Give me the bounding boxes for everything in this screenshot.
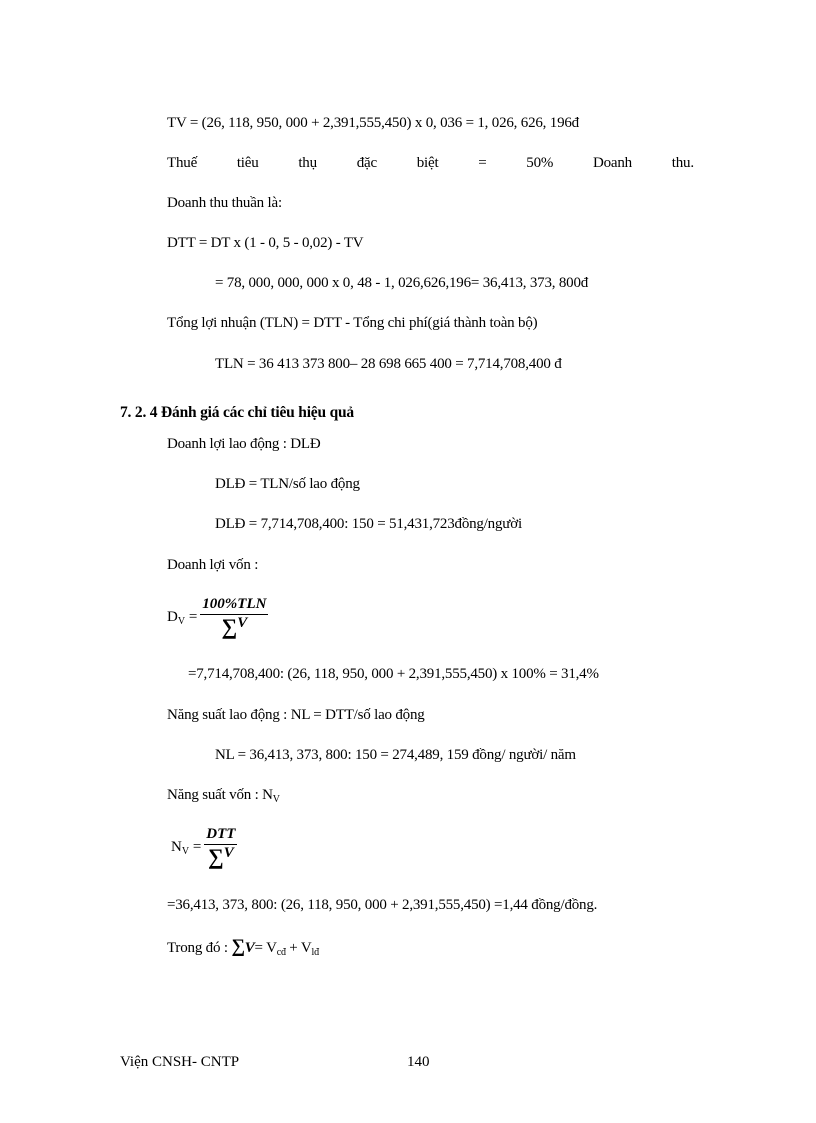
- ttdb-word: tiêu: [236, 155, 259, 171]
- sigma-symbol: ∑: [231, 936, 245, 957]
- nv-formula: [171, 826, 237, 868]
- dtt-label: Doanh thu thuần là:: [167, 195, 282, 211]
- trongdo-line: Trong đó : $\sum V= V_{cđ} + V_{lđ}$: [167, 936, 319, 958]
- nv-label: Năng suất vốn : $N_V$: [167, 787, 280, 805]
- dtt-formula: DTT = DT x (1 - 0, 5 - 0,02) - TV: [167, 235, 364, 251]
- tln-definition: Tổng lợi nhuận (TLN) = DTT - Tổng chi phí(giá thành toàn bộ): [167, 315, 538, 331]
- footer-institute: Viện CNSH- CNTP: [120, 1054, 240, 1070]
- nv-lhs: $N_V$ =: [171, 838, 202, 857]
- ttdb-word: Thuế: [167, 155, 198, 171]
- page-number: 140: [407, 1054, 430, 1070]
- ttdb-word: 50%: [526, 155, 554, 171]
- dv-numerator: 100%TLN: [202, 596, 267, 612]
- ttdb-line: [167, 154, 694, 172]
- ttdb-word: biệt: [416, 155, 439, 171]
- nl-value: NL = 36,413, 373, 800: 150 = 274,489, 159 đồng/ người/ năm: [215, 747, 576, 763]
- dld-label: Doanh lợi lao động : DLĐ: [167, 436, 321, 452]
- tln-value: TLN = 36 413 373 800– 28 698 665 400 = 7,714,708,400 đ: [215, 356, 562, 372]
- dlv-label: Doanh lợi vốn :: [167, 557, 259, 573]
- dtt-value: = 78, 000, 000, 000 x 0, 48 - 1, 026,626,196= 36,413, 373, 800đ: [215, 275, 589, 291]
- section-heading: 7. 2. 4 Đánh giá các chỉ tiêu hiệu quả: [120, 404, 354, 421]
- ttdb-word: =: [478, 155, 487, 171]
- ttdb-word: Doanh: [592, 155, 632, 171]
- dv-value: =7,714,708,400: (26, 118, 950, 000 + 2,391,555,450) x 100% = 31,4%: [188, 666, 599, 682]
- sigma-symbol: ∑: [208, 844, 224, 869]
- nv-numerator: DTT: [206, 826, 236, 842]
- dld-value: DLĐ = 7,714,708,400: 150 = 51,431,723đồng/người: [215, 516, 522, 532]
- dv-fraction: [200, 596, 268, 638]
- ttdb-word: thụ: [298, 155, 317, 171]
- nl-definition: Năng suất lao động : NL = DTT/số lao động: [167, 707, 425, 723]
- sigma-symbol: ∑: [221, 614, 238, 639]
- ttdb-word: đặc: [356, 155, 377, 171]
- nv-value: =36,413, 373, 800: (26, 118, 950, 000 + 2,391,555,450) =1,44 đồng/đồng.: [167, 897, 598, 913]
- dv-denominator: ∑ V: [221, 614, 248, 639]
- dv-lhs: $D_V$ =: [167, 608, 198, 627]
- dld-formula: DLĐ = TLN/số lao động: [215, 476, 360, 492]
- nv-fraction: [204, 826, 237, 868]
- dv-formula: [167, 596, 268, 638]
- nv-denominator: ∑ V: [208, 844, 234, 869]
- ttdb-word: thu.: [671, 155, 694, 171]
- tv-line: TV = (26, 118, 950, 000 + 2,391,555,450) x 0, 036 = 1, 026, 626, 196đ: [167, 115, 579, 131]
